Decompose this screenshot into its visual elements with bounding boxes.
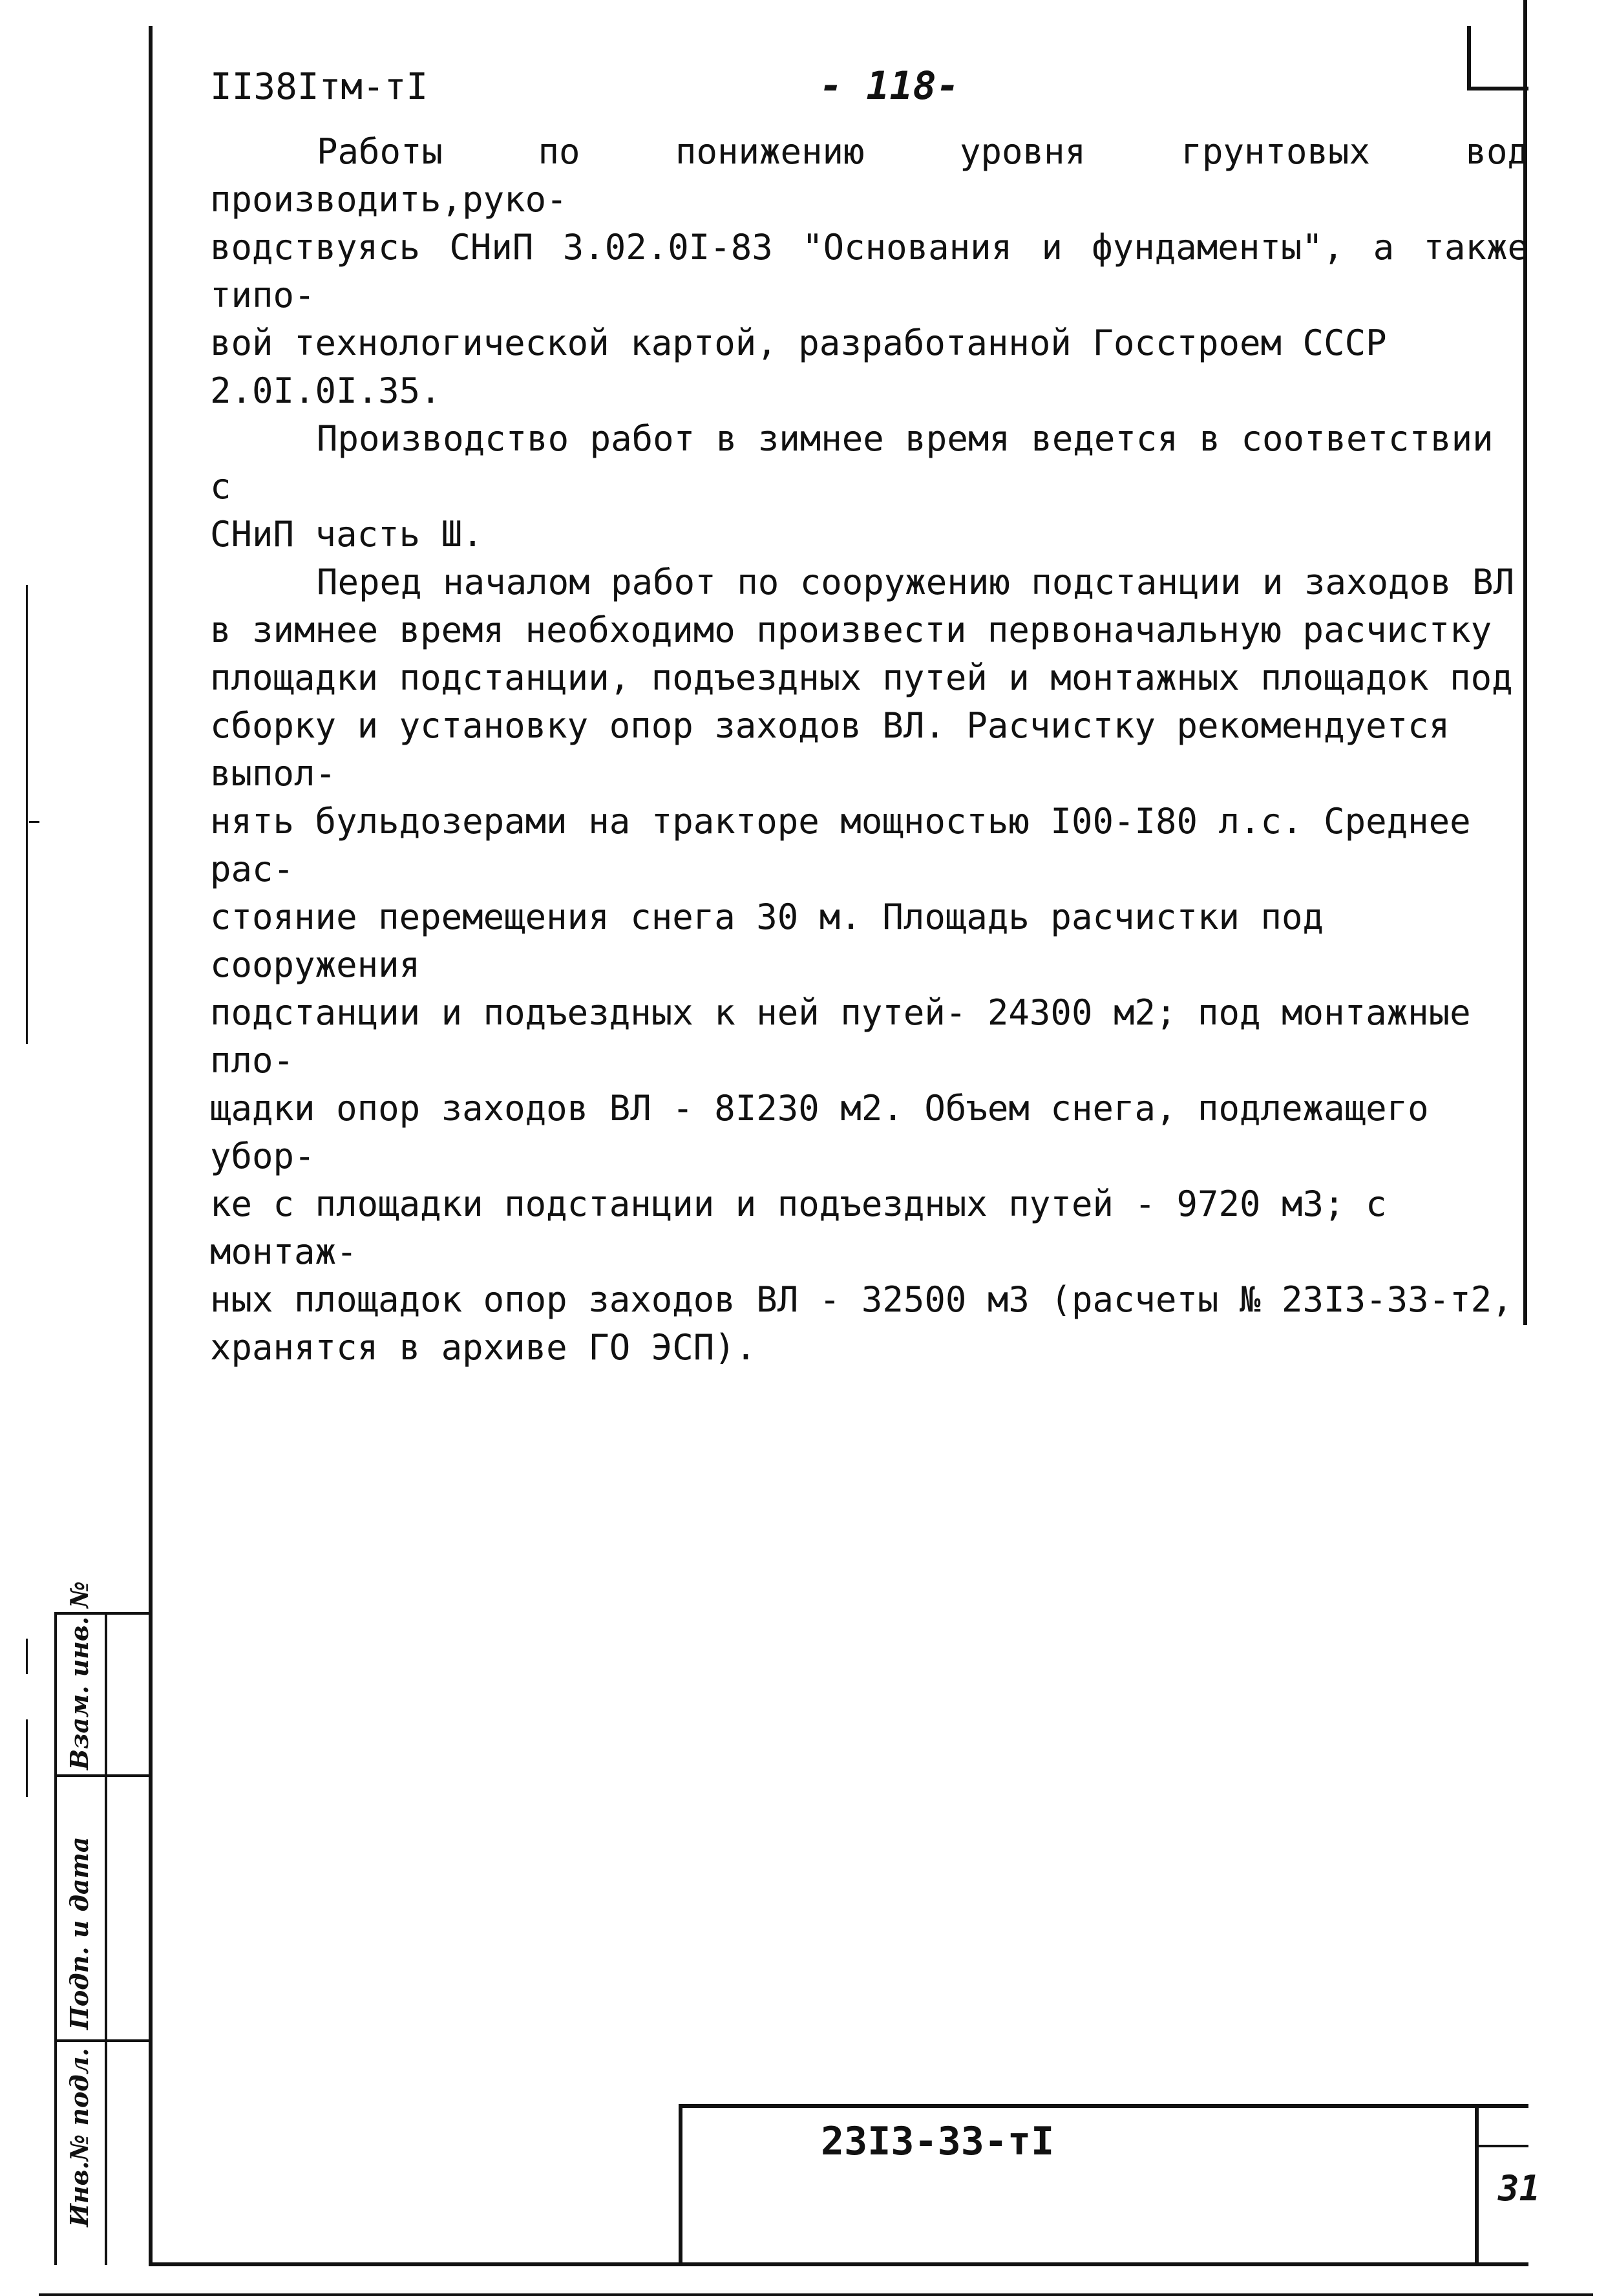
title-block-sheet-number: 31 <box>1498 2168 1541 2209</box>
title-block-left <box>679 2104 682 2266</box>
page-bottom-rule <box>39 2293 1593 2296</box>
title-block-sheet-divider <box>1475 2104 1479 2266</box>
paragraph-snow-clearing: Перед началом работ по сооружению подстанции и заходов ВЛ в зимнее время необходимо произвести первоначальную расчистку площадки подстанции, подъездных путей и монтажных площадок под сборку и установку опор заходов ВЛ. Расчистку рекомендуется выпол- нять бульдозерами на тракторе мощностью I00-I80 л.с. Среднее рас- стояние перемещения снега 30 м. Площадь расчистки под сооружения подстанции и подъездных к ней путей- 24300 м2; под монтажные пло- щадки опор заходов ВЛ - 8I230 м2. Объем снега, подлежащего убор- ке с площадки подстанции и подъездных путей - 9720 м3; с монтаж- ных площадок опор заходов ВЛ - 32500 м3 (расчеты № 23I3-33-т2, хранятся в архиве ГО ЭСП). <box>210 562 1515 1368</box>
stamp-split-2 <box>54 2039 151 2042</box>
margin-tick <box>26 1639 28 1674</box>
page-number: - 118- <box>819 63 960 109</box>
corner-mark-vertical <box>1467 26 1471 90</box>
margin-tick <box>26 1719 28 1797</box>
margin-tick <box>26 585 28 1044</box>
stamp-outer-left <box>54 1612 57 2265</box>
title-block-sheet-rule <box>1475 2145 1528 2147</box>
bottom-border-line <box>149 2262 1528 2266</box>
corner-mark-horizontal <box>1467 87 1528 90</box>
header-doc-code: II38Iтм-тI <box>210 66 428 108</box>
stamp-label-podp-data: Подп. и дата <box>65 1836 94 2030</box>
stamp-divider-left <box>105 1612 107 2265</box>
left-border-line <box>149 26 153 2266</box>
title-block-doc-code: 23I3-33-тI <box>821 2119 1055 2164</box>
paragraph-winter-works: Производство работ в зимнее время ведется в соответствии с СНиП часть Ш. <box>210 418 1494 555</box>
stamp-label-inv-podl: Инв.№ подл. <box>65 2048 94 2227</box>
title-block-top <box>679 2104 1528 2108</box>
margin-tick <box>29 821 39 823</box>
stamp-split-1 <box>54 1774 151 1777</box>
paragraph-groundwater: Работы по понижению уровня грунтовых вод производить,руко- водствуясь СНиП 3.02.0I-83 "Основания и фундаменты", а также типо- вой технологической картой, разработанной Госстроем СССР 2.0I.0I.35. <box>210 131 1528 411</box>
stamp-label-vzam-inv: Взам. инв. № <box>65 1581 94 1770</box>
body-text <box>210 128 1528 1372</box>
